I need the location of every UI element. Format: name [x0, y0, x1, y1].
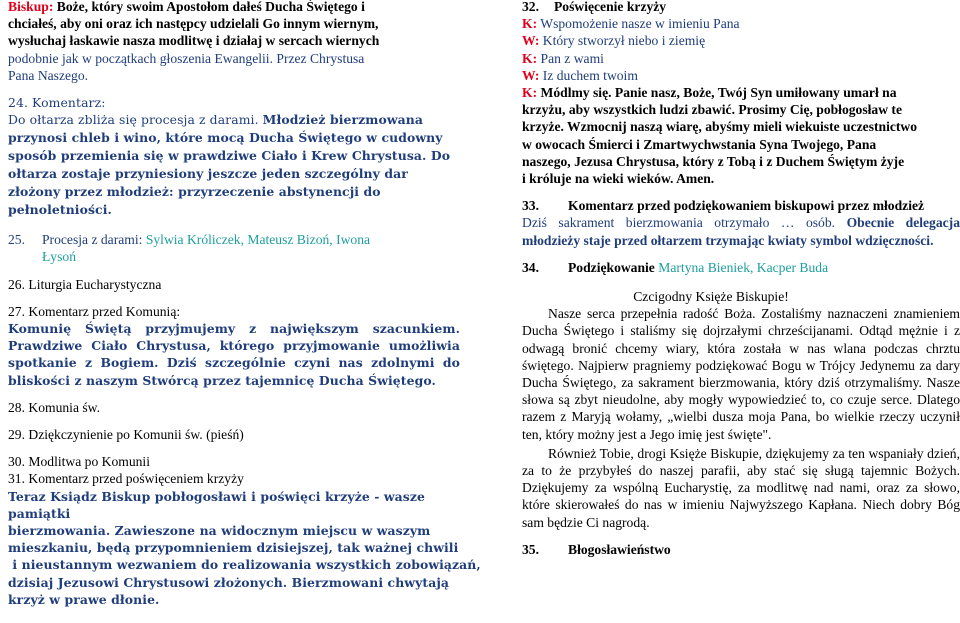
section-34 — [522, 259, 960, 531]
section-31-text — [8, 488, 481, 608]
prayer-line: w owocach Śmierci i Zmartwychwstania Syna Twojego, Pana — [522, 136, 877, 152]
speaker-label: Biskup: — [8, 0, 54, 14]
section-title: Komentarz przed podziękowaniem biskupowi przez młodzież — [568, 198, 925, 214]
speaker-label: K: — [522, 16, 538, 32]
section-28-title: 28. Komunia św. — [8, 399, 101, 415]
text-line: i nieustannym wezwaniem do realizowania wszystkich zobowiązań, — [8, 557, 481, 573]
section-title: Poświęcenie krzyży — [554, 0, 667, 14]
section-number: 25. — [8, 232, 25, 248]
prayer-line: krzyżu, aby wszystkich ludzi zbawić. Prosimy Cię, pobłogosław te — [522, 102, 902, 118]
text-line: bierzmowania. Zawieszone na widocznym miejscu w waszym — [8, 523, 431, 539]
comment-first: Dziś sakrament bierzmowania otrzymało … osób. — [522, 215, 836, 231]
section-title: 24. Komentarz: — [8, 95, 106, 111]
text-line: mieszkaniu, będą przypomnieniem dzisiejszej, tak ważnej chwili — [8, 540, 459, 556]
speaker-label: W: — [522, 67, 540, 83]
prayer-intro: Módlmy się. — [540, 85, 612, 101]
section-33 — [522, 197, 960, 249]
prayer-line: Pana Naszego. — [8, 67, 89, 83]
section-title: Podziękowanie — [568, 259, 655, 275]
section-30-title: 30. Modlitwa po Komunii — [8, 454, 150, 470]
section-26-title: 26. Liturgia Eucharystyczna — [8, 276, 162, 292]
section-text-bold: Młodzież bierzmowana przynosi chleb i wino, które mocą Ducha Świętego w cudowny sposób przemienia się w prawdziwe Ciało i Krew Chrystusa. Do ołtarza zostaje przyniesiony jeszcze jeden szczególny dar złożony przez młodzież: przyrzeczenie abstynencji do pełnoletniości. — [8, 112, 451, 218]
procession-names-cont: Łysoń — [42, 249, 76, 265]
comment-text: Obecnie delegacja młodzieży staje przed ołtarzem trzymając kwiaty symbol wdzięczności. — [522, 215, 960, 248]
section-text: Komunię Świętą przyjmujemy z największym szacunkiem. Prawdziwe Ciało Chrystusa, którego przyjmowanie umożliwia spotkanie z Bogiem. Dziś szczególnie czyni nas zdolnymi do bliskości z naszym Stwórcą przez tajemnicę Ducha Świętego. — [8, 321, 460, 388]
prayer-line: wysłuchaj łaskawie nasza modlitwę i działaj w sercach wiernych — [8, 33, 380, 49]
bishop-prayer — [8, 0, 460, 84]
section-32 — [522, 0, 960, 187]
dialogue-line: Pan z wami — [540, 50, 604, 66]
thanks-paragraph: Nasze serca przepełnia radość Boża. Zostaliśmy naznaczeni znamieniem Ducha Świętego i staliśmy się dojrzałymi chrześcijanami. Odtąd mężnie i z odwagą bronić chcemy wiary, która została w nas wlana podczas chrztu świętego. Najpierw pragniemy podziękować Bogu w Trójcy Jedynemu za dary Ducha Świętego, za sakrament bierzmowania, który dziś otrzymaliśmy. Nasze słowa są zbyt nieudolne, aby mogły wypowiedzieć to, co czuje serce. Dlatego razem z Maryją wołamy, „wielbi dusza moja Pana, bo wielkie rzeczy uczynił ten, który możny jest a Jego imię jest święte". — [522, 306, 960, 442]
dialogue-line: Wspomożenie nasze w imieniu Pana — [540, 16, 740, 32]
prayer-line: i króluje na wieki wieków. Amen. — [522, 171, 715, 187]
section-title: Błogosławieństwo — [568, 541, 671, 557]
section-29-title: 29. Dziękczynienie po Komunii św. (pieśń) — [8, 427, 244, 443]
text-line: dzisiaj Jezusowi Chrystusowi złożonych. Bierzmowani chwytają — [8, 574, 450, 590]
speaker-label: K: — [522, 50, 538, 66]
section-25 — [8, 231, 460, 265]
section-number: 32. — [522, 0, 539, 14]
speaker-names: Martyna Bieniek, Kacper Buda — [658, 259, 829, 275]
dialogue-line: Który stworzył niebo i ziemię — [542, 33, 706, 49]
section-27 — [8, 303, 460, 389]
section-title: 27. Komentarz przed Komunią: — [8, 303, 181, 319]
prayer-line: Panie nasz, Boże, Twój Syn umiłowany umarł na — [614, 85, 897, 101]
prayer-line: krzyże. Wzmocnij naszą wiarę, abyśmy mieli wiekuiste uczestnictwo — [522, 119, 918, 135]
section-number: 34. — [522, 259, 539, 275]
salutation: Czcigodny Księże Biskupie! — [633, 289, 789, 305]
section-35 — [522, 541, 960, 558]
dialogue-line: Iz duchem twoim — [542, 67, 638, 83]
left-column — [8, 0, 481, 608]
prayer-line: podobnie jak w początkach głoszenia Ewangelii. Przez Chrystusa — [8, 50, 365, 66]
section-number: 33. — [522, 198, 539, 214]
section-number: 35. — [522, 541, 539, 557]
text-line: krzyż w prawe dłonie. — [8, 591, 160, 607]
speaker-label: W: — [522, 33, 540, 49]
prayer-line: naszego, Jezusa Chrystusa, który z Tobą i z Duchem Świętym żyje — [522, 153, 905, 169]
section-text: Do ołtarza zbliża się procesja z darami. — [8, 112, 259, 128]
thanks-paragraph: Również Tobie, drogi Księże Biskupie, dziękujemy za ten wspaniały dzień, za to że przybyłeś do naszej parafii, aby stać się sługą tajemnic Bożych. Dziękujemy za wspólną Eucharystię, za modlitwę nad nami, oraz za słowo, które skierowałeś do nas w imieniu Najwyższego Kapłana. Niech dobry Bóg sam będzie Ci nagrodą. — [522, 445, 960, 530]
section-title: Procesja z darami: — [42, 232, 143, 248]
right-column — [522, 0, 960, 558]
section-24 — [8, 94, 460, 219]
text-line: Teraz Ksiądz Biskup pobłogosławi i poświęci krzyże - wasze pamiątki — [8, 488, 425, 521]
speaker-label: K: — [522, 85, 538, 101]
procession-names: Sylwia Króliczek, Mateusz Bizoń, Iwona — [145, 232, 371, 248]
prayer-line: Boże, który swoim Apostołom dałeś Ducha Świętego i — [56, 0, 365, 14]
prayer-line: chciałeś, aby oni oraz ich następcy udzielali Go innym wiernym, — [8, 16, 379, 32]
section-31-title: 31. Komentarz przed poświęceniem krzyży — [8, 471, 244, 487]
